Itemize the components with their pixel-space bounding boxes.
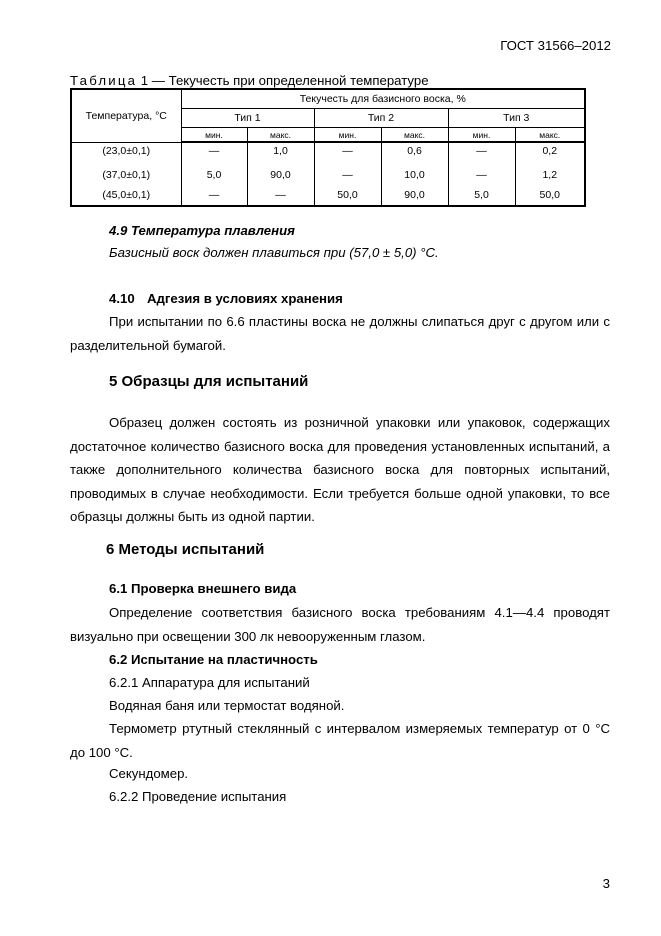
table-row: [71, 165, 585, 185]
section-6-1-heading: 6.1 Проверка внешнего вида: [109, 581, 297, 596]
section-4-9-text: Базисный воск должен плавиться при (57,0 ± 5,0) °С.: [109, 245, 439, 260]
header-max: макс.: [247, 128, 314, 143]
cell-value: 90,0: [247, 165, 314, 185]
table-row: [71, 142, 585, 165]
equipment-stopwatch: Секундомер.: [109, 766, 189, 781]
cell-value: 90,0: [381, 185, 448, 206]
equipment-bath: Водяная баня или термостат водяной.: [109, 698, 345, 713]
cell-value: 50,0: [515, 185, 585, 206]
section-6-heading: 6 Методы испытаний: [106, 541, 265, 558]
cell-temperature: (37,0±0,1): [71, 165, 181, 185]
table-row: [71, 185, 585, 206]
header-type-2: Тип 2: [314, 109, 448, 128]
table-caption: [70, 73, 429, 88]
cell-value: 0,2: [515, 142, 585, 165]
header-min: мин.: [181, 128, 247, 143]
cell-value: 0,6: [381, 142, 448, 165]
section-4-10-title: Адгезия в условиях хранения: [147, 291, 343, 306]
standard-number: ГОСТ 31566–2012: [500, 38, 611, 53]
section-5-heading: 5 Образцы для испытаний: [109, 373, 309, 390]
section-4-10-number: 4.10: [109, 291, 135, 306]
cell-value: —: [181, 142, 247, 165]
cell-value: —: [181, 185, 247, 206]
cell-value: —: [448, 165, 515, 185]
header-type-1: Тип 1: [181, 109, 314, 128]
section-4-10-heading: [109, 289, 343, 309]
cell-value: 50,0: [314, 185, 381, 206]
cell-value: —: [247, 185, 314, 206]
equipment-thermometer: Термометр ртутный стеклянный с интервалом измеряемых температур от 0 °С до 100 °С.: [70, 721, 610, 760]
section-6-1-text: Определение соответствия базисного воска требованиям 4.1—4.4 проводят визуально при освещении 300 лк невооруженным глазом.: [70, 605, 610, 644]
cell-value: —: [314, 142, 381, 165]
section-5-text: Образец должен состоять из розничной упаковки или упаковок, содержащих достаточное количество базисного воска для проведения установленных испытаний, а также дополнительного количества базисного воска для повторных испытаний, проводимых в случае необходимости. Если требуется больше одной упаковки, то все образцы должны быть из одной партии.: [70, 415, 610, 524]
cell-value: 1,0: [247, 142, 314, 165]
cell-value: 10,0: [381, 165, 448, 185]
table-caption-label: Таблица: [70, 73, 138, 88]
section-6-2-2-heading: 6.2.2 Проведение испытания: [109, 789, 287, 804]
cell-value: —: [314, 165, 381, 185]
header-type-3: Тип 3: [448, 109, 585, 128]
page-number: 3: [602, 876, 610, 891]
header-max: макс.: [515, 128, 585, 143]
section-4-10-text: При испытании по 6.6 пластины воска не должны слипаться друг с другом или с разделительной бумагой.: [70, 314, 610, 353]
cell-value: 5,0: [448, 185, 515, 206]
cell-value: —: [448, 142, 515, 165]
header-min: мин.: [314, 128, 381, 143]
section-6-2-heading: 6.2 Испытание на пластичность: [109, 652, 318, 667]
header-min: мин.: [448, 128, 515, 143]
header-max: макс.: [381, 128, 448, 143]
cell-value: 5,0: [181, 165, 247, 185]
cell-value: 1,2: [515, 165, 585, 185]
header-fluidity: Текучесть для базисного воска, %: [181, 89, 585, 109]
table-caption-text: 1 — Текучесть при определенной температуре: [140, 73, 429, 88]
cell-temperature: (45,0±0,1): [71, 185, 181, 206]
header-temperature: Температура, °С: [71, 89, 181, 142]
section-4-9-heading: 4.9 Температура плавления: [109, 223, 295, 238]
cell-temperature: (23,0±0,1): [71, 142, 181, 165]
fluidity-table: [70, 88, 586, 207]
section-6-2-1-heading: 6.2.1 Аппаратура для испытаний: [109, 675, 310, 690]
